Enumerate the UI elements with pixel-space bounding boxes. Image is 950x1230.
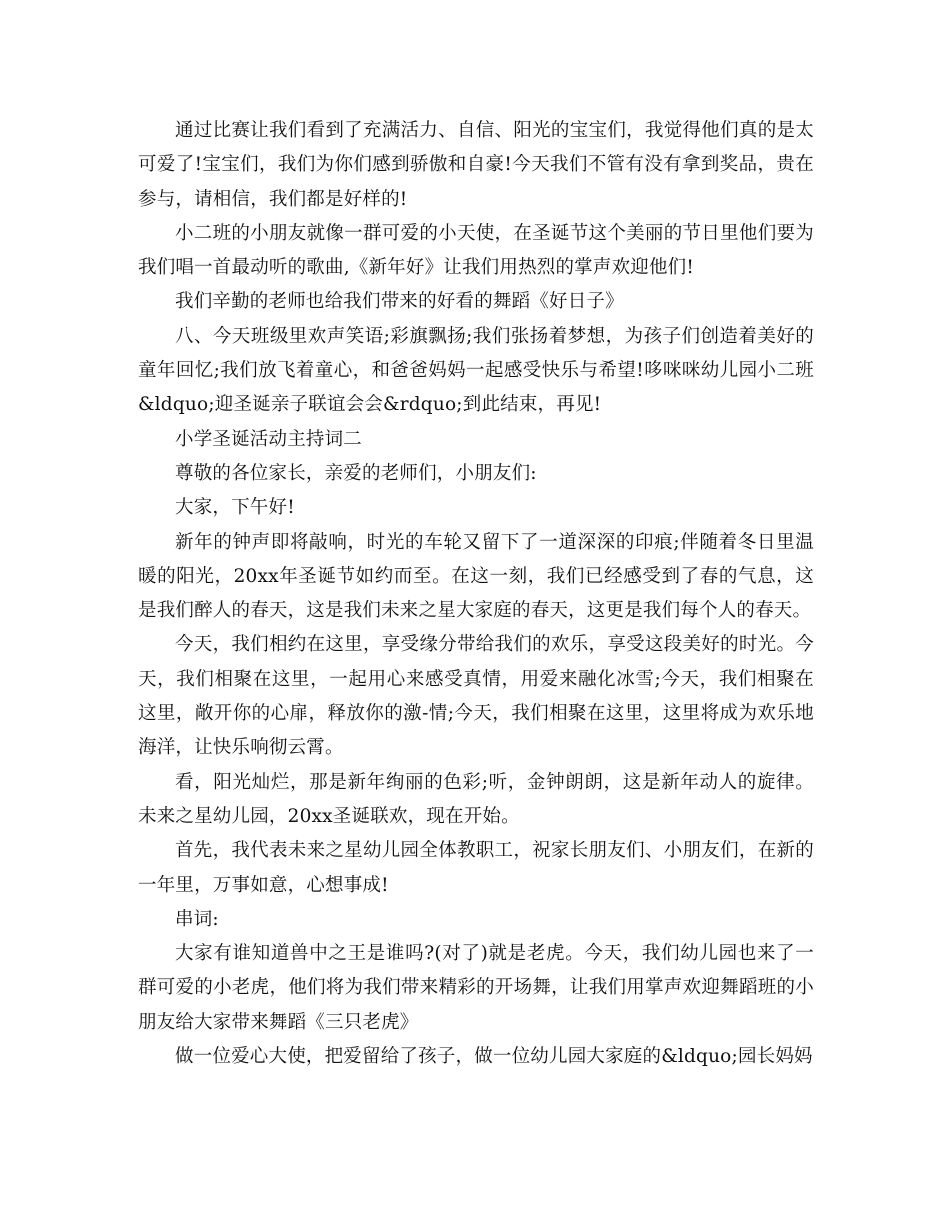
- paragraph: 看，阳光灿烂，那是新年绚丽的色彩;听，金钟朗朗，这是新年动人的旋律。未来之星幼儿园，20xx圣诞联欢，现在开始。: [138, 771, 814, 827]
- paragraph: 做一位爱心大使，把爱留给了孩子，做一位幼儿园大家庭的&ldquo;园长妈妈: [175, 1046, 813, 1068]
- section-heading: 小学圣诞活动主持词二: [175, 428, 363, 450]
- paragraph: 首先，我代表未来之星幼儿园全体教职工，祝家长朋友们、小朋友们，在新的一年里，万事如意，心想事成!: [138, 840, 814, 896]
- label-line: 串词:: [175, 908, 219, 930]
- greeting: 大家，下午好!: [175, 497, 295, 519]
- paragraph: 小二班的小朋友就像一群可爱的小天使，在圣诞节这个美丽的节日里他们要为我们唱一首最动听的歌曲,《新年好》让我们用热烈的掌声欢迎他们!: [138, 222, 814, 279]
- paragraph: 新年的钟声即将敲响，时光的车轮又留下了一道深深的印痕;伴随着冬日里温暖的阳光，20xx年圣诞节如约而至。在这一刻，我们已经感受到了春的气息，这是我们醉人的春天，这是我们未来之星大家庭的春天，这更是我们每个人的春天。: [138, 531, 814, 622]
- paragraph: 通过比赛让我们看到了充满活力、自信、阳光的宝宝们，我觉得他们真的是太可爱了!宝宝们，我们为你们感到骄傲和自豪!今天我们不管有没有拿到奖品，贵在参与，请相信，我们都是好样的!: [138, 120, 814, 210]
- paragraph: 今天，我们相约在这里，享受缘分带给我们的欢乐，享受这段美好的时光。今天，我们相聚在这里，一起用心来感受真情，用爱来融化冰雪;今天，我们相聚在这里，敞开你的心扉，释放你的激-情;今天，我们相聚在这里，这里将成为欢乐地海洋，让快乐响彻云霄。: [138, 634, 814, 759]
- salutation: 尊敬的各位家长，亲爱的老师们，小朋友们:: [175, 462, 537, 484]
- document-body: [138, 114, 814, 1074]
- paragraph: 八、今天班级里欢声笑语;彩旗飘扬;我们张扬着梦想，为孩子们创造着美好的童年回忆;我们放飞着童心，和爸爸妈妈一起感受快乐与希望!哆咪咪幼儿园小二班&ldquo;迎圣诞亲子联谊会会&rdquo;到此结束，再见!: [138, 325, 814, 416]
- paragraph: 我们辛勤的老师也给我们带来的好看的舞蹈《好日子》: [175, 291, 624, 313]
- paragraph: 大家有谁知道兽中之王是谁吗?(对了)就是老虎。今天，我们幼儿园也来了一群可爱的小老虎，他们将为我们带来精彩的开场舞，让我们用掌声欢迎舞蹈班的小朋友给大家带来舞蹈《三只老虎》: [138, 943, 814, 1033]
